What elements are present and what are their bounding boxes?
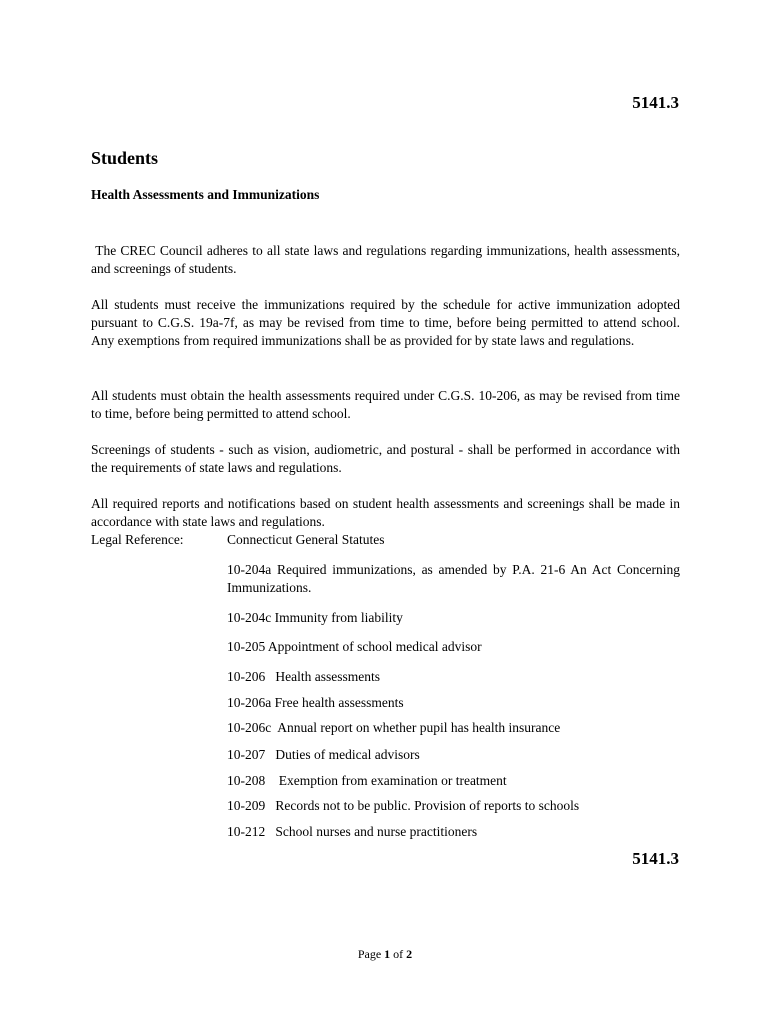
paragraph-screenings: Screenings of students - such as vision, audiometric, and postural - shall be performed in accordance with the requirements of state laws and regulations. bbox=[91, 442, 680, 475]
legal-reference-item: 10-212 School nurses and nurse practitioners bbox=[227, 824, 478, 839]
legal-reference-item: 10-206 Health assessments bbox=[227, 669, 380, 684]
policy-subtitle: Health Assessments and Immunizations bbox=[91, 187, 320, 202]
legal-reference-item: 10-206a Free health assessments bbox=[227, 695, 404, 710]
paragraph-reports: All required reports and notifications based on student health assessments and screenings shall be made in accordance with state laws and regulations. bbox=[91, 496, 680, 529]
legal-reference-item: 10-204c Immunity from liability bbox=[227, 610, 403, 625]
page-word: Page bbox=[357, 947, 382, 961]
legal-reference-heading: Connecticut General Statutes bbox=[227, 532, 385, 547]
paragraph-intro: The CREC Council adheres to all state laws and regulations regarding immunizations, health assessments, and screenings of students. bbox=[91, 243, 684, 276]
policy-number-bottom: 5141.3 bbox=[632, 849, 679, 868]
paragraph-immunizations: All students must receive the immunizations required by the schedule for active immunization adopted pursuant to C.G.S. 19a-7f, as may be revised from time to time, before being permitted to attend school. Any exemptions from required immunizations shall be as provided for by state laws and regulations. bbox=[91, 297, 687, 348]
paragraph-health-assessments: All students must obtain the health assessments required under C.G.S. 10-206, as may be revised from time to time, before being permitted to attend school. bbox=[91, 388, 680, 421]
legal-reference-item: 10-208 Exemption from examination or treatment bbox=[227, 773, 507, 788]
page-footer bbox=[0, 947, 770, 962]
policy-number-top: 5141.3 bbox=[632, 93, 679, 112]
legal-reference-item: 10-205 Appointment of school medical advisor bbox=[227, 639, 482, 654]
legal-reference-label: Legal Reference: bbox=[91, 532, 184, 547]
legal-reference-item: 10-204a Required immunizations, as amended by P.A. 21-6 An Act Concerning Immunizations. bbox=[227, 562, 680, 595]
current-page: 1 bbox=[384, 947, 391, 961]
legal-reference-item: 10-207 Duties of medical advisors bbox=[227, 747, 420, 762]
legal-reference-item: 10-206c Annual report on whether pupil has health insurance bbox=[227, 720, 561, 735]
page-title: Students bbox=[91, 148, 159, 168]
legal-reference-item: 10-209 Records not to be public. Provision of reports to schools bbox=[227, 798, 580, 813]
total-pages: 2 bbox=[406, 947, 413, 961]
of-word: of bbox=[393, 947, 404, 961]
